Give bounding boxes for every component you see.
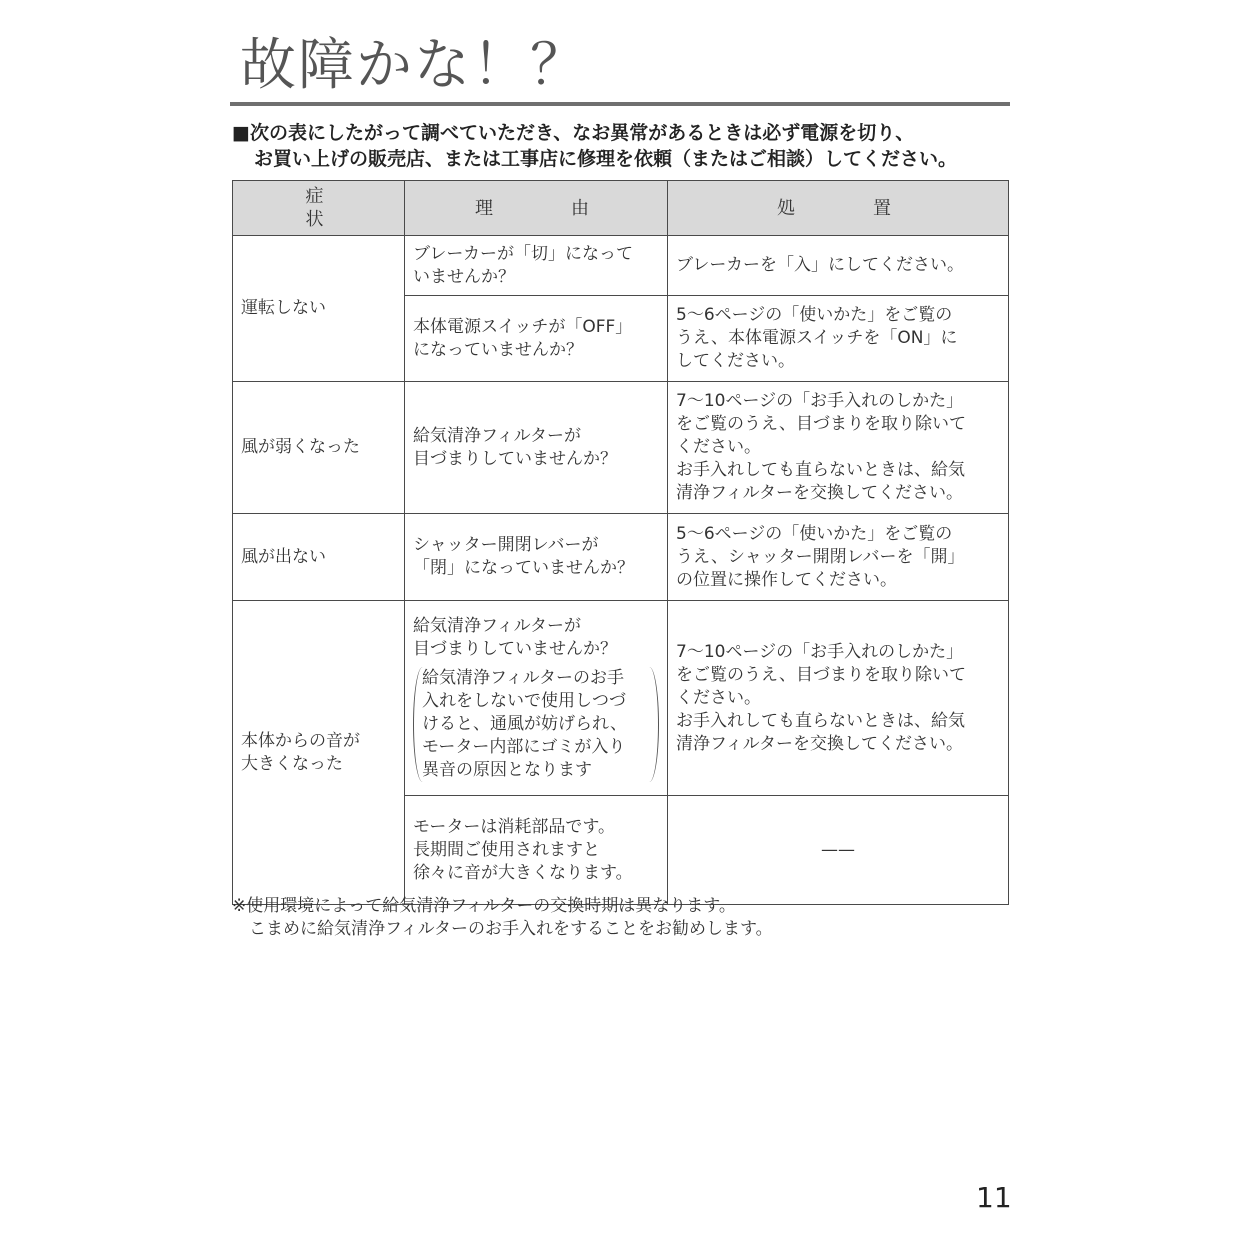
table-header-row <box>233 181 1009 236</box>
table-row <box>233 601 1009 796</box>
footnote-line-2: こまめに給気清浄フィルターのお手入れをすることをお勧めします。 <box>249 919 773 939</box>
reason-cell <box>405 601 668 796</box>
table-row <box>233 514 1009 601</box>
reason-cell: 給気清浄フィルターが 目づまりしていませんか？ <box>405 382 668 514</box>
footnote-line-1: ※使用環境によって給気清浄フィルターの交換時期は異なります。 <box>232 896 736 916</box>
intro-text <box>232 120 1032 172</box>
header-reason: 理 由 <box>405 181 668 236</box>
action-cell: 5〜6ページの「使いかた」をご覧の うえ、本体電源スイッチを「ON」に してください。 <box>668 296 1009 382</box>
table-row <box>233 236 1009 296</box>
symptom-cell: 本体からの音が 大きくなった <box>233 601 405 905</box>
intro-line-2: お買い上げの販売店、または工事店に修理を依頼（またはご相談）してください。 <box>254 148 958 170</box>
reason-cell: 本体電源スイッチが「OFF」 になっていませんか？ <box>405 296 668 382</box>
header-action: 処 置 <box>668 181 1009 236</box>
reason-text: 給気清浄フィルターが 目づまりしていませんか？ <box>413 615 617 659</box>
intro-line-1: ■次の表にしたがって調べていただき、なお異常があるときは必ず電源を切り、 <box>232 122 915 144</box>
symptom-cell: 風が出ない <box>233 514 405 601</box>
footnote <box>232 895 773 941</box>
symptom-cell: 風が弱くなった <box>233 382 405 514</box>
reason-cell: シャッター開閉レバーが 「閉」になっていませんか？ <box>405 514 668 601</box>
page-title: 故障かな！？ <box>240 33 588 98</box>
table-row <box>233 382 1009 514</box>
action-cell: 7〜10ページの「お手入れのしかた」 をご覧のうえ、目づまりを取り除いて ください。 お手入れしても直らないときは、給気 清浄フィルターを交換してください。 <box>668 601 1009 796</box>
reason-cell: モーターは消耗部品です。 長期間ご使用されますと 徐々に音が大きくなります。 <box>405 796 668 905</box>
action-cell: 7〜10ページの「お手入れのしかた」 をご覧のうえ、目づまりを取り除いて ください。 お手入れしても直らないときは、給気 清浄フィルターを交換してください。 <box>668 382 1009 514</box>
page-number: 11 <box>976 1181 1012 1214</box>
title-underline <box>230 102 1010 106</box>
action-cell-empty: —— <box>668 796 1009 905</box>
action-cell: ブレーカーを「入」にしてください。 <box>668 236 1009 296</box>
reason-note: 給気清浄フィルターのお手 入れをしないで使用しつづ けると、通風が妨げられ、 モーター内部にゴミが入り 異音の原因となります <box>413 667 659 782</box>
reason-cell: ブレーカーが「切」になって いませんか？ <box>405 236 668 296</box>
troubleshooting-table <box>232 180 1009 905</box>
header-symptom: 症 状 <box>233 181 405 236</box>
symptom-cell: 運転しない <box>233 236 405 382</box>
action-cell: 5〜6ページの「使いかた」をご覧の うえ、シャッター開閉レバーを「開」 の位置に操作してください。 <box>668 514 1009 601</box>
